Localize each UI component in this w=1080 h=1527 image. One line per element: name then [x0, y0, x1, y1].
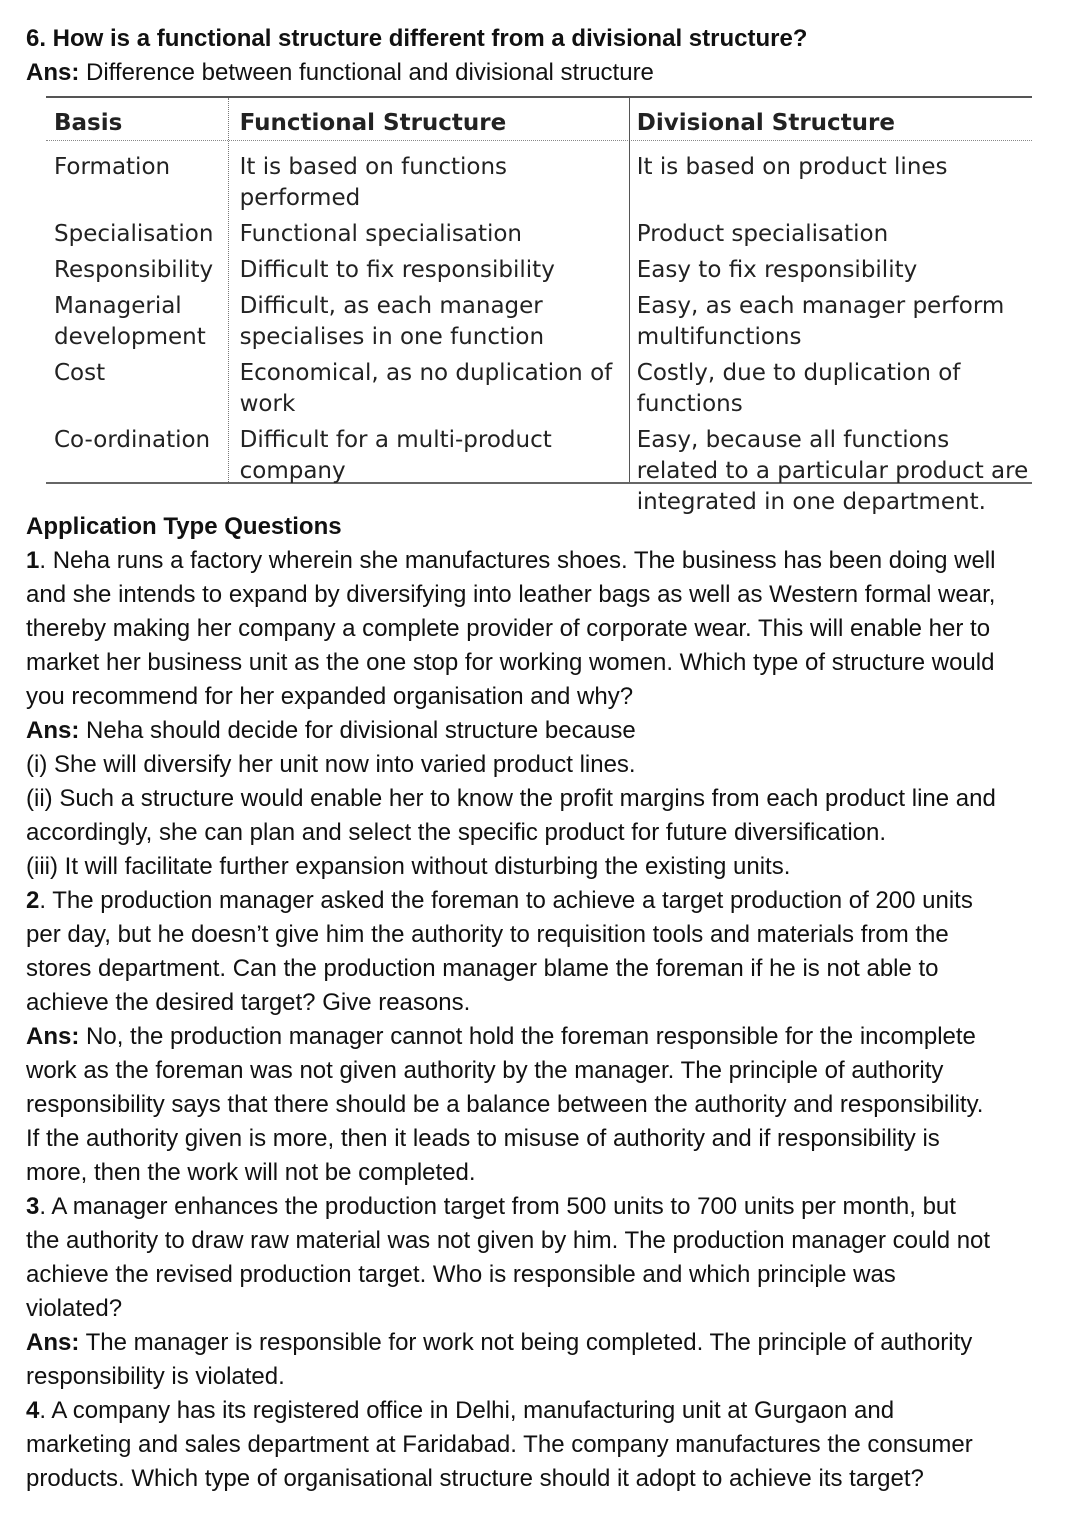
line-text: (ii) Such a structure would enable her to know the profit margins from each product line and: [26, 785, 996, 812]
question-6-answer: [26, 56, 1056, 90]
table-row: [46, 253, 1032, 289]
text-line: [26, 816, 1056, 850]
bold-label: Ans:: [26, 1329, 80, 1356]
line-text: . A manager enhances the production target from 500 units to 700 units per month, but: [39, 1193, 956, 1220]
cell-divisional: It is based on product lines: [636, 154, 948, 180]
line-text: achieve the revised production target. Who is responsible and which principle was: [26, 1261, 896, 1288]
cell-functional: Difficult, as each manager specialises in one function: [239, 293, 545, 350]
text-line: [26, 714, 1056, 748]
text-line: [26, 1054, 1056, 1088]
line-text: . Neha runs a factory wherein she manufactures shoes. The business has been doing well: [39, 547, 996, 574]
text-line: [26, 1156, 1056, 1190]
line-text: (iii) It will facilitate further expansion without disturbing the existing units.: [26, 853, 791, 880]
bold-label: Ans:: [26, 1023, 80, 1050]
line-text: accordingly, she can plan and select the specific product for future diversification.: [26, 819, 887, 846]
text-line: [26, 1462, 1056, 1496]
text-line: [26, 1088, 1056, 1122]
bold-label: 1: [26, 547, 40, 574]
text-line: [26, 952, 1056, 986]
section-title: Application Type Questions: [26, 513, 342, 540]
text-line: [26, 782, 1056, 816]
text-line: [26, 1122, 1056, 1156]
bold-label: 4: [26, 1397, 40, 1424]
table-row: [46, 217, 1032, 253]
cell-basis: Managerial development: [54, 293, 206, 350]
text-line: [26, 1360, 1056, 1394]
line-text: . The production manager asked the foreman to achieve a target production of 200 units: [39, 887, 973, 914]
line-text: and she intends to expand by diversifying into leather bags as well as Western formal wear,: [26, 581, 996, 608]
line-text: responsibility says that there should be a balance between the authority and responsibility.: [26, 1091, 984, 1118]
header-basis: Basis: [54, 110, 123, 136]
cell-functional: Economical, as no duplication of work: [239, 360, 613, 417]
text-line: [26, 986, 1056, 1020]
answer-text: Difference between functional and divisional structure: [79, 59, 654, 86]
table-row: [46, 150, 1032, 217]
line-text: violated?: [26, 1295, 123, 1322]
cell-divisional: Product specialisation: [636, 221, 889, 247]
line-text: products. Which type of organisational structure should it adopt to achieve its target?: [26, 1465, 924, 1492]
line-text: Neha should decide for divisional structure because: [79, 717, 636, 744]
text-line: [26, 1020, 1056, 1054]
header-functional: Functional Structure: [239, 110, 507, 136]
question-6-title: 6. How is a functional structure different from a divisional structure?: [26, 25, 808, 52]
cell-divisional: Easy, as each manager perform multifunctions: [636, 293, 1005, 350]
text-line: [26, 850, 1056, 884]
text-line: [26, 544, 1056, 578]
line-text: If the authority given is more, then it leads to misuse of authority and if responsibility is: [26, 1125, 940, 1152]
bold-label: Ans:: [26, 717, 80, 744]
comparison-table: [46, 96, 1032, 515]
text-line: [26, 1224, 1056, 1258]
table-header-row: [46, 96, 1032, 150]
line-text: (i) She will diversify her unit now into varied product lines.: [26, 751, 636, 778]
bold-label: 2: [26, 887, 40, 914]
table-row: [46, 356, 1032, 423]
cell-basis: Specialisation: [54, 221, 214, 247]
cell-divisional: Easy to fix responsibility: [636, 257, 918, 283]
cell-basis: Co-ordination: [54, 427, 211, 453]
text-line: [26, 1292, 1056, 1326]
cell-basis: Responsibility: [54, 257, 214, 283]
text-line: [26, 680, 1056, 714]
text-line: [26, 578, 1056, 612]
cell-divisional: Easy, because all functions related to a particular product are integrated in one department.: [636, 427, 1029, 515]
cell-divisional: Costly, due to duplication of functions: [636, 360, 961, 417]
line-text: the authority to draw raw material was not given by him. The production manager could not: [26, 1227, 991, 1254]
line-text: stores department. Can the production manager blame the foreman if he is not able to: [26, 955, 939, 982]
text-line: [26, 612, 1056, 646]
line-text: you recommend for her expanded organisation and why?: [26, 683, 634, 710]
answer-label: Ans:: [26, 59, 80, 86]
table-row: [46, 289, 1032, 356]
cell-functional: It is based on functions performed: [239, 154, 508, 211]
bold-label: 3: [26, 1193, 40, 1220]
text-line: [26, 748, 1056, 782]
line-text: per day, but he doesn’t give him the authority to requisition tools and materials from the: [26, 921, 949, 948]
line-text: No, the production manager cannot hold the foreman responsible for the incomplete: [79, 1023, 976, 1050]
cell-basis: Formation: [54, 154, 171, 180]
line-text: The manager is responsible for work not being completed. The principle of authority: [79, 1329, 973, 1356]
comparison-table-grid: [46, 96, 1032, 521]
cell-functional: Difficult to fix responsibility: [239, 257, 555, 283]
line-text: market her business unit as the one stop for working women. Which type of structure would: [26, 649, 995, 676]
line-text: . A company has its registered office in Delhi, manufacturing unit at Gurgaon and: [39, 1397, 895, 1424]
line-text: marketing and sales department at Faridabad. The company manufactures the consumer: [26, 1431, 973, 1458]
cell-basis: Cost: [54, 360, 106, 386]
text-line: [26, 1428, 1056, 1462]
document-page: [26, 22, 1056, 1496]
text-line: [26, 1190, 1056, 1224]
text-line: [26, 1258, 1056, 1292]
table-row: [46, 423, 1032, 521]
text-line: [26, 1394, 1056, 1428]
text-line: [26, 1326, 1056, 1360]
text-line: [26, 918, 1056, 952]
header-divisional: Divisional Structure: [636, 110, 895, 136]
line-text: work as the foreman was not given authority by the manager. The principle of authority: [26, 1057, 944, 1084]
line-text: achieve the desired target? Give reasons.: [26, 989, 471, 1016]
line-text: more, then the work will not be completed.: [26, 1159, 476, 1186]
line-text: thereby making her company a complete provider of corporate wear. This will enable her to: [26, 615, 991, 642]
cell-functional: Functional specialisation: [239, 221, 523, 247]
application-questions: [26, 544, 1056, 1496]
text-line: [26, 884, 1056, 918]
cell-functional: Difficult for a multi-product company: [239, 427, 552, 484]
line-text: responsibility is violated.: [26, 1363, 285, 1390]
text-line: [26, 646, 1056, 680]
